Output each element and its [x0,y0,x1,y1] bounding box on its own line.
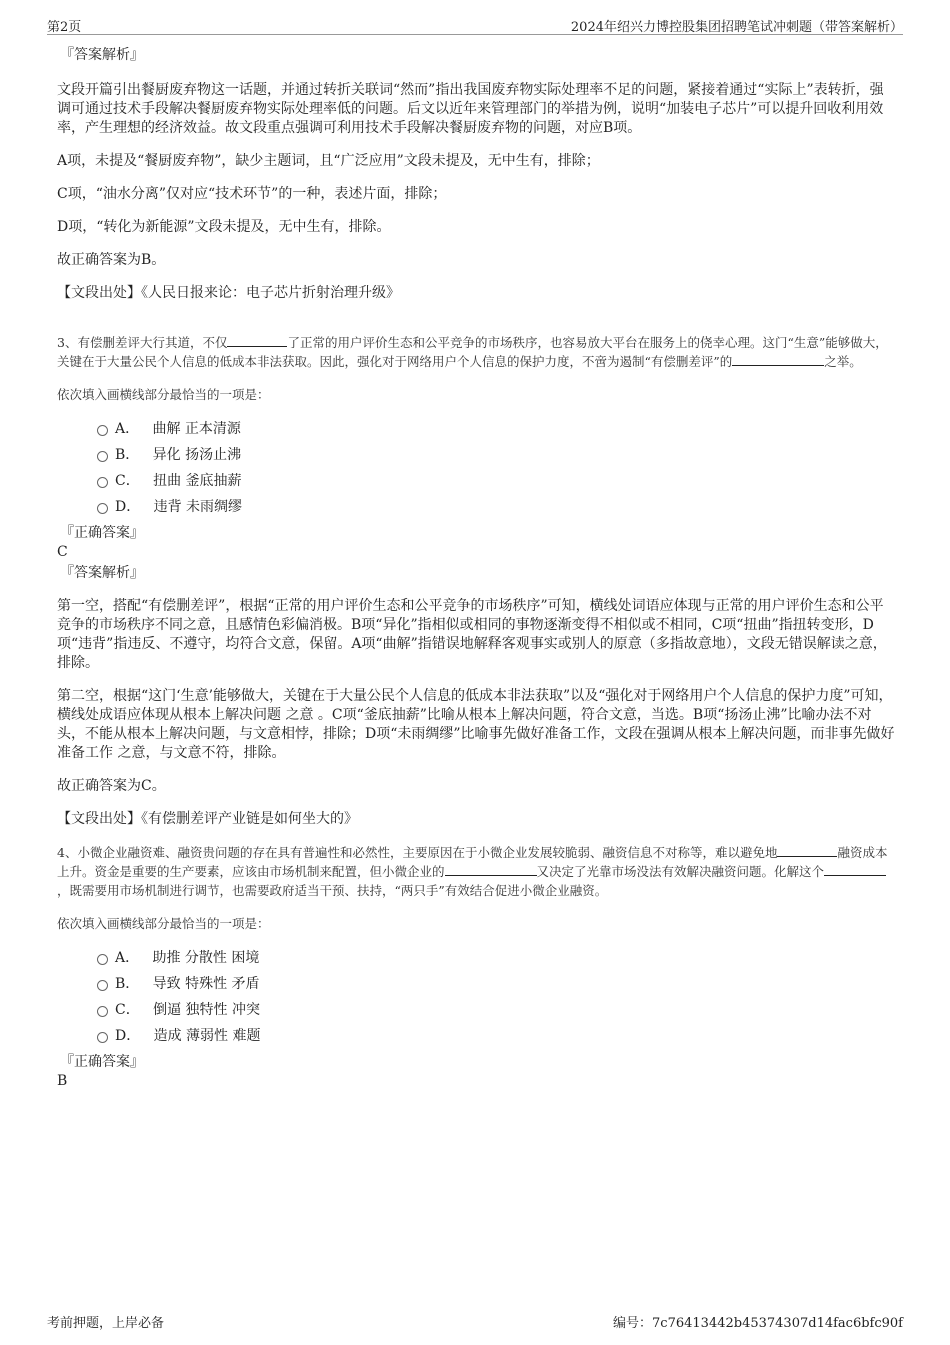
radio-icon[interactable] [97,980,108,991]
q4-stem: 4、小微企业融资难、融资贵问题的存在具有普遍性和必然性，主要原因在于小微企业发展较脆弱、融资信息不对称等，难以避免地 融资成本上升。资金是重要的生产要素，应该由市场机制来配置，但小微企业的 又决定了光靠市场没法有效解决融资问题。化解这个，既需要用市场机制进行调节，也需要政府适当干预、扶持，“两只手”有效结合促进小微企业融资。 [57,845,888,898]
q3-analysis-p2: 第二空，根据“这门‘生意’能够做大，关键在于大量公民个人信息的低成本非法获取”以及“强化对于网络用户个人信息的保护力度”可知，横线处成语应体现从根本上解决问题 之意 。C项“釜底抽薪”比喻从根本上解决问题，符合文意，当选。B项“扬汤止沸”比喻办法不对头，不能从根本上解决问题，与文意相悖，排除；D项“未雨绸缪”比喻事先做好准备工作，文段在强调从根本上解决问题，而非事先做好 准备工作 之意，与文意不符，排除。 [57,688,895,761]
q3-conclusion: 故正确答案为C。 [57,778,166,794]
q3-source: 【文段出处】《有偿删差评产业链是如何坐大的》 [57,811,358,827]
q3-analysis-label: 『答案解析』 [60,565,144,581]
q4-blank-1 [777,844,837,857]
radio-icon[interactable] [97,1032,108,1043]
page-number: 第2页 [47,20,82,35]
footer-id: 编号：7c76413442b45374307d14fac6bfc90f [613,1316,903,1331]
q3-options [57,416,897,520]
q2-conclusion: 故正确答案为B。 [57,252,166,268]
q2-analysis-paragraph: 文段开篇引出餐厨废弃物这一话题，并通过转折关联词“然而”指出我国废弃物实际处理率不足的问题，紧接着通过“实际上”表转折，强调可通过技术手段解决餐厨废弃物实际处理率低的问题。后文以近年来管理部门的举措为例，说明“加装电子芯片”可以提升回收利用效率，产生理想的经济效益。故文段重点强调可利用技术手段解决餐厨废弃物的问题，对应B项。 [57,82,884,136]
q3-answer: C [57,544,68,560]
q4-option-c[interactable]: C． 倒逼 独特性 冲突 [57,997,897,1023]
q3-blank-2 [732,353,824,366]
q4-blank-2 [445,863,537,876]
q3-option-b[interactable]: B． 异化 扬汤止沸 [57,442,897,468]
q3-analysis-p1: 第一空，搭配“有偿删差评”，根据“正常的用户评价生态和公平竞争的市场秩序”可知，横线处词语应体现与正常的用户评价生态和公平竞争的市场秩序不同之意，且感情色彩偏消极。B项“异化”指相似或相同的事物逐渐变得不相似或不相同，C项“扭曲”指扭转变形，D项“违背”指违反、不遵守，均符合文意，保留。A项“曲解”指错误地解释客观事实或别人的原意（多指故意地），文段无错误解读之意，排除。 [57,598,887,671]
document-title: 2024年绍兴力博控股集团招聘笔试冲刺题（带答案解析） [570,20,903,35]
q2-note-d: D项，“转化为新能源”文段未提及，无中生有，排除。 [57,219,391,235]
q4-options [57,945,897,1049]
radio-icon[interactable] [97,954,108,965]
radio-icon[interactable] [97,503,108,514]
q3-answer-label: 『正确答案』 [60,525,144,541]
q2-note-a: A项，未提及“餐厨废弃物”，缺少主题词，且“广泛应用”文段未提及，无中生有，排除； [57,153,600,169]
q4-answer: B [57,1073,68,1089]
page-content [57,46,897,1091]
q4-instruction: 依次填入画横线部分最恰当的一项是： [57,916,270,931]
q4-answer-label: 『正确答案』 [60,1054,144,1070]
q4-option-b[interactable]: B． 导致 特殊性 矛盾 [57,971,897,997]
q4-blank-3 [824,863,886,876]
q3-option-c[interactable]: C． 扭曲 釜底抽薪 [57,468,897,494]
radio-icon[interactable] [97,477,108,488]
footer-slogan: 考前押题，上岸必备 [47,1316,165,1331]
q3-blank-1 [227,334,287,347]
q2-analysis-label: 『答案解析』 [60,47,144,63]
q2-source: 【文段出处】《人民日报来论：电子芯片折射治理升级》 [57,285,400,301]
q2-note-c: C项，“油水分离”仅对应“技术环节”的一种，表述片面，排除； [57,186,447,202]
q3-stem: 3、有偿删差评大行其道，不仅 了正常的用户评价生态和公平竞争的市场秩序，也容易放大平台在服务上的侥幸心理。这门“生意”能够做大，关键在于大量公民个人信息的低成本非法获取。因此，强化对于网络用户个人信息的保护力度，不啻为遏制“有偿删差评”的 之举。 [57,335,888,369]
q4-option-a[interactable]: A． 助推 分散性 困境 [57,945,897,971]
page-header [47,14,903,35]
q3-option-d[interactable]: D． 违背 未雨绸缪 [57,494,897,520]
radio-icon[interactable] [97,1006,108,1017]
q3-instruction: 依次填入画横线部分最恰当的一项是： [57,387,270,402]
radio-icon[interactable] [97,425,108,436]
radio-icon[interactable] [97,451,108,462]
q3-option-a[interactable]: A． 曲解 正本清源 [57,416,897,442]
q4-option-d[interactable]: D． 造成 薄弱性 难题 [57,1023,897,1049]
